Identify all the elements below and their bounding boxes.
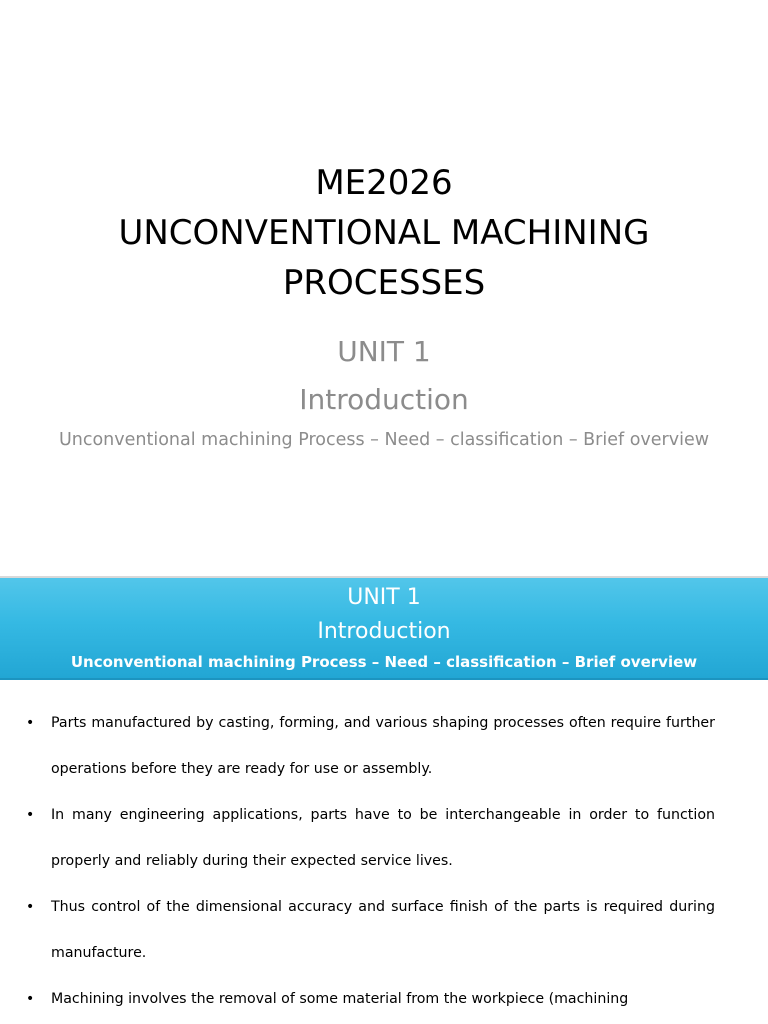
bullet-dot-icon: • — [26, 807, 35, 823]
bullet-item — [0, 976, 768, 1022]
bullet-list — [0, 700, 768, 1022]
bullet-dot-icon: • — [26, 899, 35, 915]
subtitle-unit: UNIT 1 — [337, 335, 431, 368]
title-course-name-line1: UNCONVENTIONAL MACHINING — [118, 213, 650, 253]
banner-topics: Unconventional machining Process – Need – classification – Brief overview — [70, 653, 698, 671]
bullet-dot-icon: • — [26, 991, 35, 1007]
bullet-text: Machining involves the removal of some material from the workpiece (machining — [51, 991, 629, 1007]
bullet-text: In many engineering applications, parts have to be interchangeable in order to function properly and reliably during their expected service lives. — [51, 807, 715, 869]
title-course-code: ME2026 — [315, 163, 453, 203]
subtitle-section: Introduction — [299, 383, 469, 416]
title-course-name-line2: PROCESSES — [282, 263, 486, 303]
bullet-text: Thus control of the dimensional accuracy and surface finish of the parts is required during manufacture. — [51, 899, 715, 961]
unit-banner — [0, 578, 768, 680]
subtitle-topics: Unconventional machining Process – Need – classification – Brief overview — [58, 430, 710, 450]
banner-section: Introduction — [317, 619, 451, 644]
bullet-item — [0, 884, 768, 976]
bullet-item — [0, 700, 768, 792]
bullet-item — [0, 792, 768, 884]
slide-title — [0, 158, 768, 308]
banner-unit: UNIT 1 — [347, 585, 421, 610]
bullet-dot-icon: • — [26, 715, 35, 731]
bullet-text: Parts manufactured by casting, forming, and various shaping processes often require further operations before they are ready for use or assembly. — [51, 715, 715, 777]
